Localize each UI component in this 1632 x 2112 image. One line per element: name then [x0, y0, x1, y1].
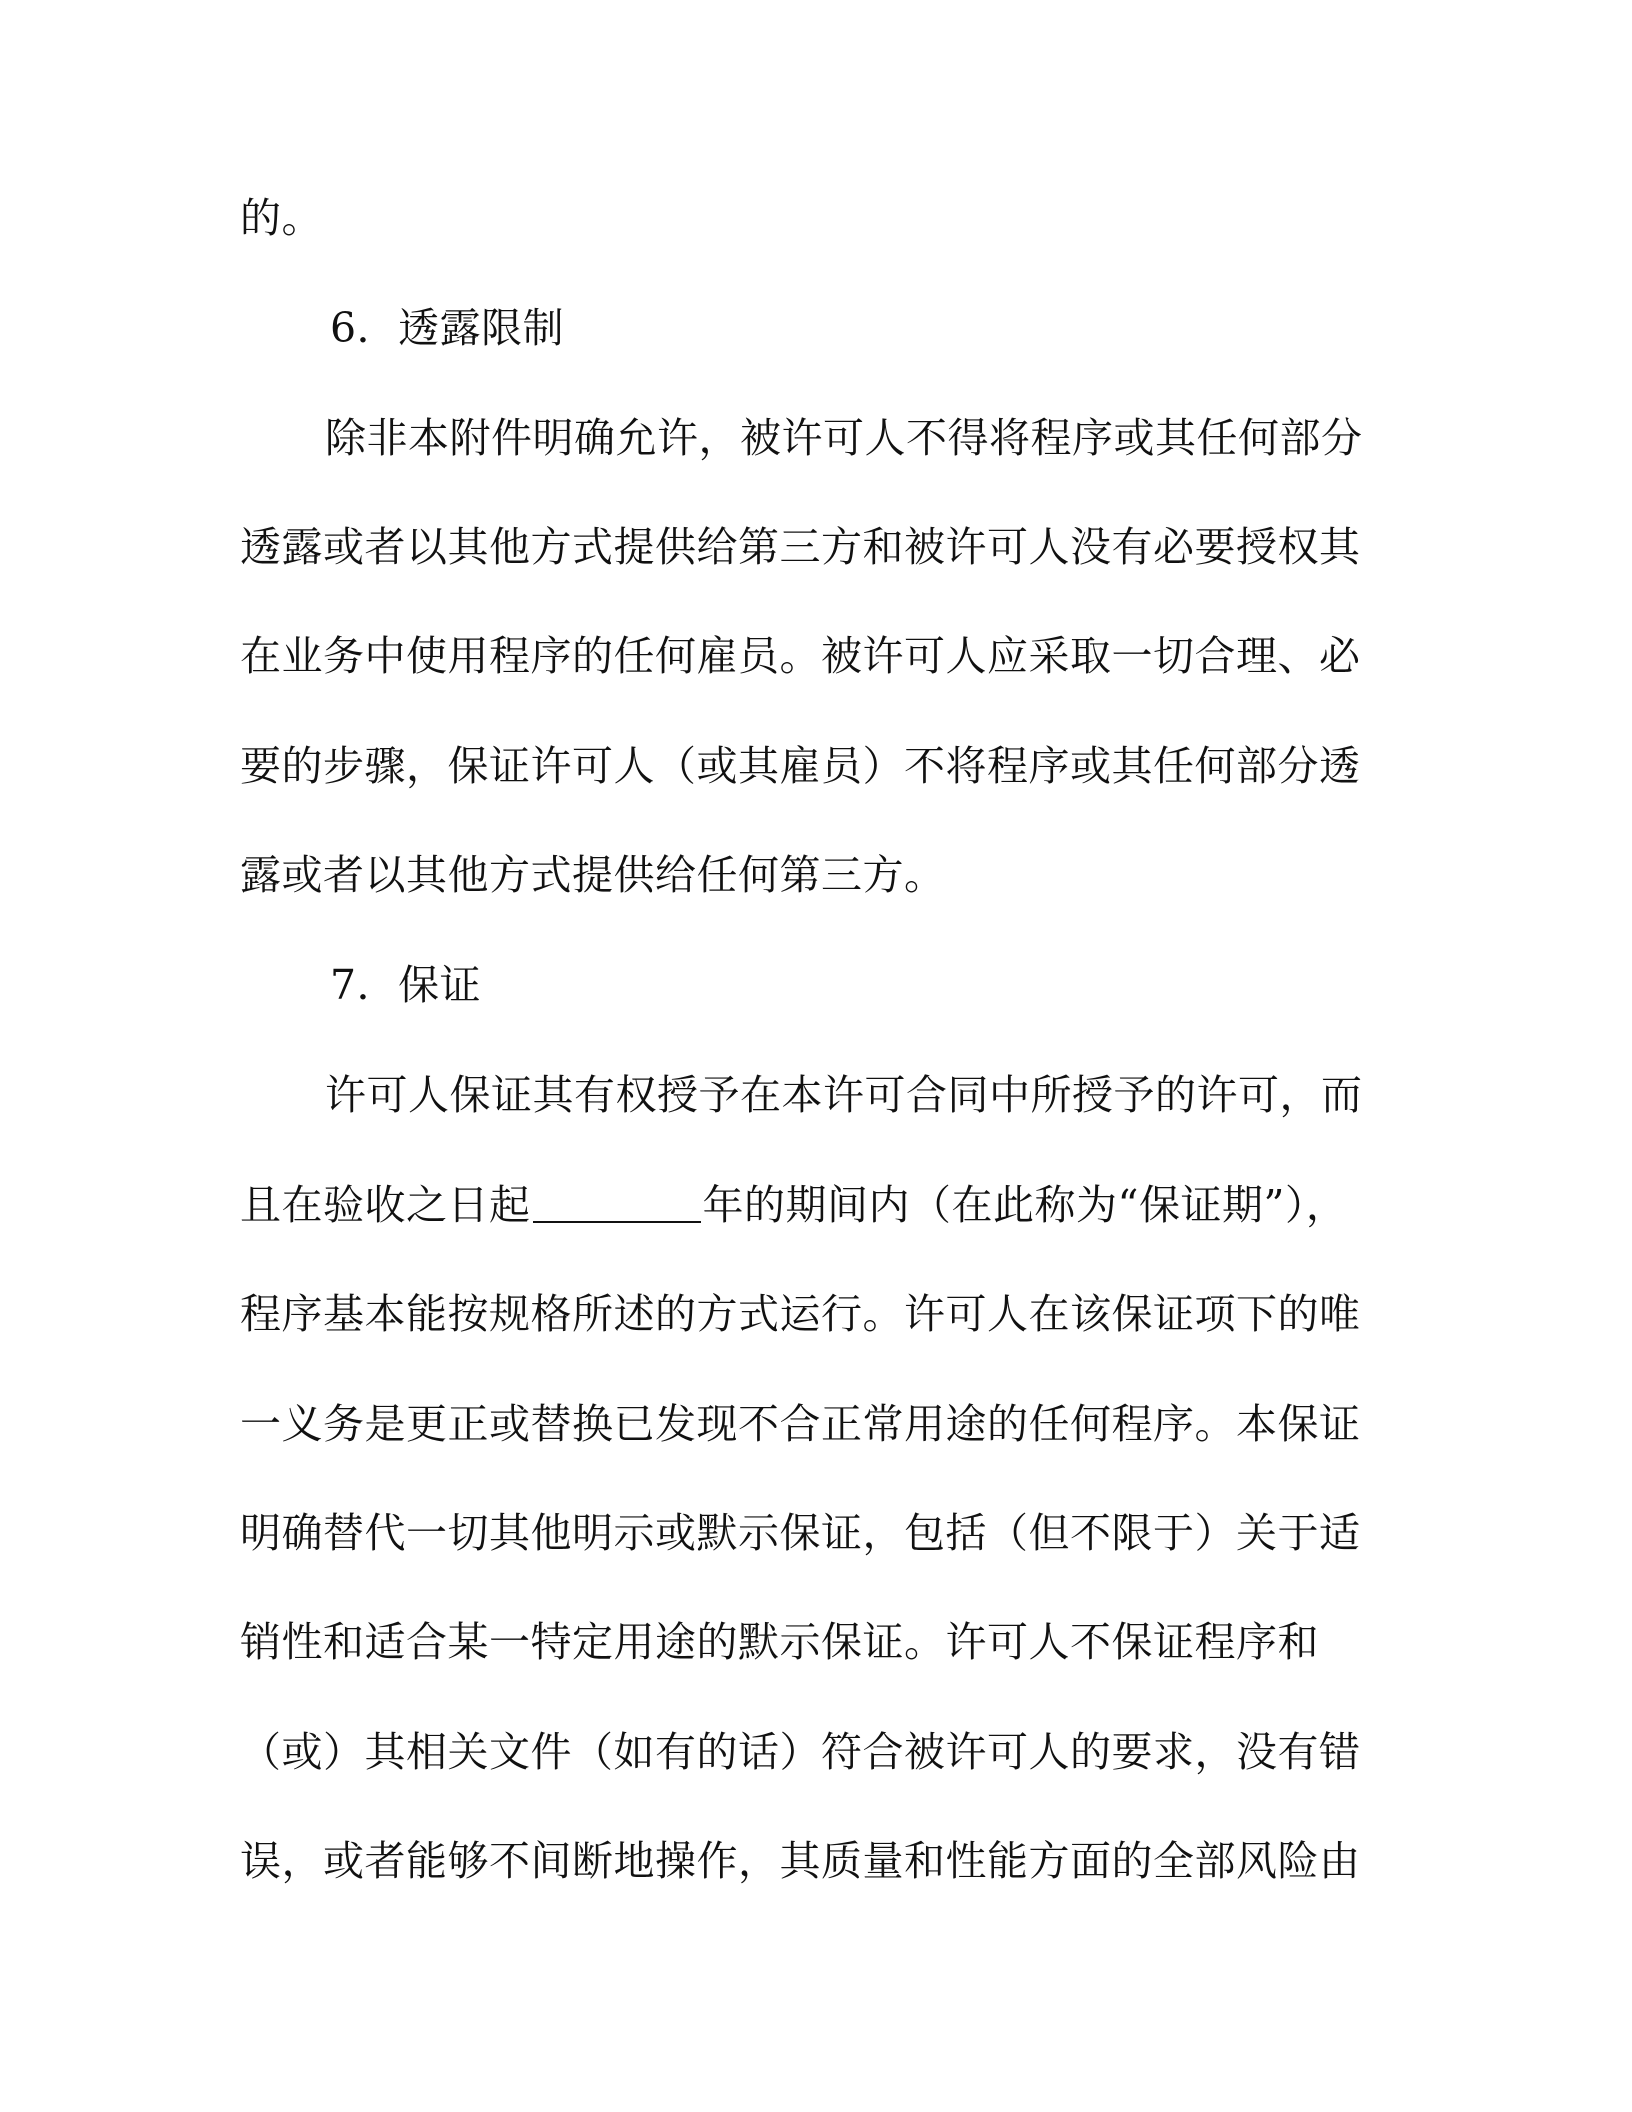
- text-line: 明确替代一切其他明示或默示保证，包括（但不限于）关于适: [240, 1509, 1361, 1557]
- text-line: 除非本附件明确允许，被许可人不得将程序或其任何部分: [325, 414, 1363, 462]
- text-line: 程序基本能按规格所述的方式运行。许可人在该保证项下的唯: [240, 1290, 1361, 1338]
- text-line: 在业务中使用程序的任何雇员。被许可人应采取一切合理、必: [240, 632, 1361, 680]
- text-line: （或）其相关文件（如有的话）符合被许可人的要求，没有错: [240, 1728, 1361, 1776]
- section-heading-7: 7．保证: [330, 961, 482, 1009]
- text-line: 销性和适合某一特定用途的默示保证。许可人不保证程序和: [240, 1618, 1319, 1666]
- text-segment: 且在验收之日起: [240, 1181, 531, 1229]
- text-line: 误，或者能够不间断地操作，其质量和性能方面的全部风险由: [240, 1837, 1361, 1885]
- text-line: 要的步骤，保证许可人（或其雇员）不将程序或其任何部分透: [240, 742, 1361, 790]
- section-heading-6: 6．透露限制: [330, 304, 565, 352]
- fill-in-blank[interactable]: [533, 1181, 701, 1223]
- text-line: 的。: [240, 194, 323, 242]
- text-line: 一义务是更正或替换已发现不合正常用途的任何程序。本保证: [240, 1400, 1361, 1448]
- text-line: 露或者以其他方式提供给任何第三方。: [240, 851, 946, 899]
- text-segment: 年的期间内（在此称为“保证期”），: [702, 1181, 1348, 1229]
- text-line: 许可人保证其有权授予在本许可合同中所授予的许可，而: [325, 1071, 1363, 1119]
- text-line-with-blank: [240, 1177, 1400, 1233]
- text-line: 透露或者以其他方式提供给第三方和被许可人没有必要授权其: [240, 523, 1361, 571]
